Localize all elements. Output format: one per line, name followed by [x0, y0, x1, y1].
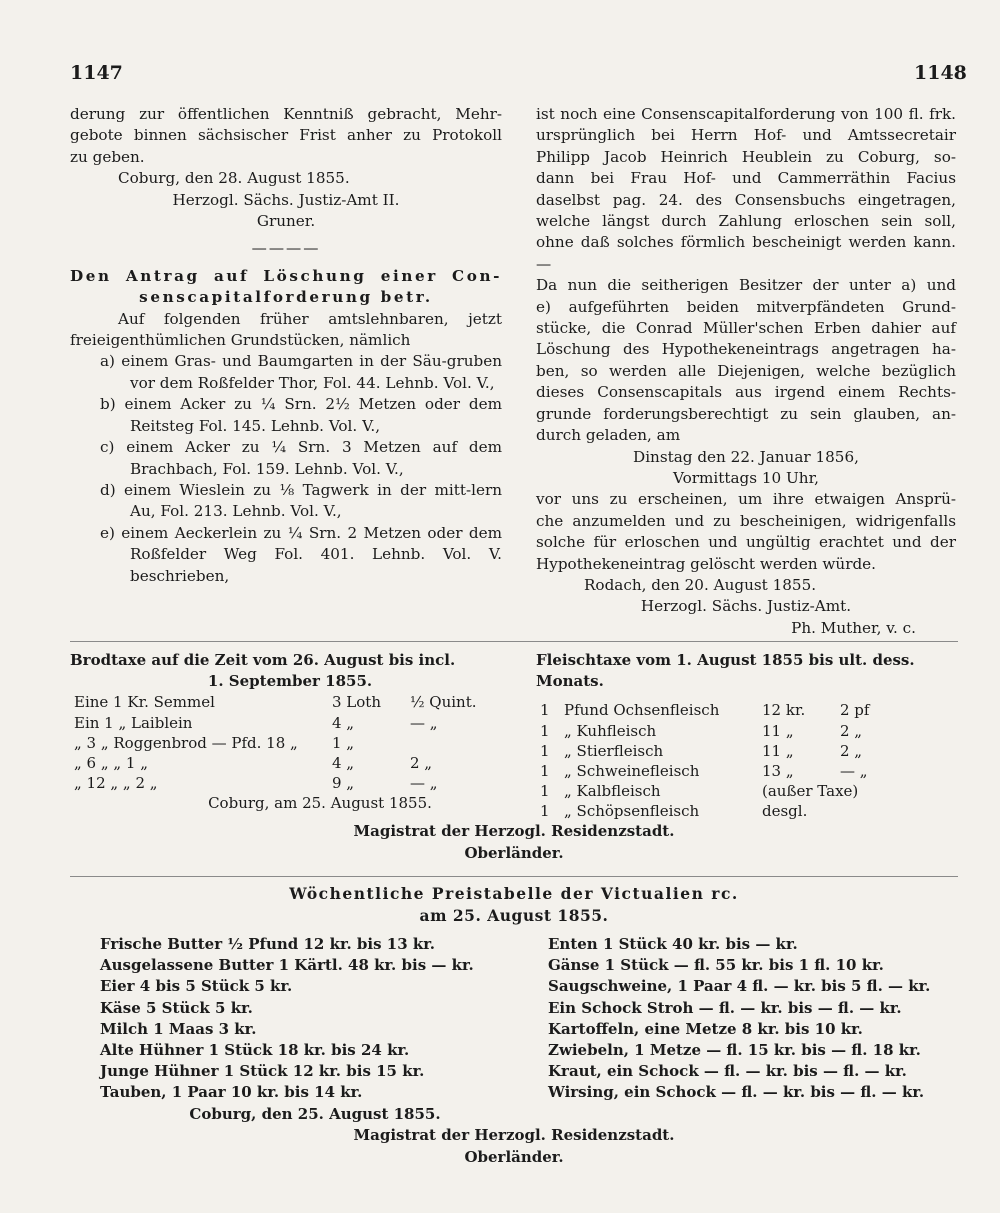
table-cell: [406, 733, 481, 753]
preistabelle-right-list: [548, 934, 958, 1104]
table-cell: „ 3 „ Roggenbrod — Pfd. 18 „: [74, 733, 298, 752]
list-item: c) einem Acker zu ¼ Srn. 3 Metzen auf dem Brachbach, Fol. 159. Lehnb. Vol. V.,: [100, 438, 502, 478]
table-cell: 12 kr.: [762, 701, 806, 720]
table-cell: (außer Taxe): [762, 782, 859, 801]
table-row: [536, 700, 873, 720]
list-item: a) einem Gras- und Baumgarten in der Säu-gruben vor dem Roßfelder Thor, Fol. 44. Lehnb. Vol. V.,: [100, 352, 502, 392]
signer: Oberländer.: [464, 1148, 564, 1166]
signature: Gruner.: [256, 212, 316, 231]
list-item: Saugschweine, 1 Paar 4 fl. — kr. bis 5 fl. — kr.: [548, 977, 931, 996]
table-cell: „ Kalbfleisch: [564, 782, 661, 801]
notice-title: senscapitalforderung betr.: [139, 288, 433, 307]
body-line: stücke, die Conrad Müller'schen Erben dahier auf: [536, 319, 956, 338]
intro-line: derung zur öffentlichen Kenntniß gebracht, Mehr-: [70, 105, 502, 123]
list-item: Ausgelassene Butter 1 Kärtl. 48 kr. bis — kr.: [100, 956, 474, 975]
section-divider: [70, 876, 958, 877]
list-item: e) einem Aeckerlein zu ¼ Srn. 2 Metzen oder dem Roßfelder Weg Fol. 401. Lehnb. Vol. V. beschrieben,: [100, 523, 502, 585]
table-row: [70, 753, 481, 773]
body-line: welche längst durch Zahlung erloschen sein soll,: [536, 212, 956, 231]
list-item: Wirsing, ein Schock — fl. — kr. bis — fl. — kr.: [548, 1083, 925, 1102]
table-cell: 1: [540, 741, 550, 760]
table-cell: „ Stierfleisch: [564, 741, 664, 760]
table-cell: 1: [540, 762, 550, 781]
table-cell: 11 „: [762, 741, 794, 760]
place-date: Rodach, den 20. August 1855.: [584, 575, 817, 594]
list-item: Tauben, 1 Paar 10 kr. bis 14 kr.: [100, 1083, 363, 1102]
body-line: che anzumelden und zu bescheinigen, widrigenfalls: [536, 511, 956, 530]
page-number-left: 1147: [70, 62, 123, 84]
body-line: dieses Consenscapitals aus irgend einem Rechts-: [536, 383, 956, 402]
table-cell: 1: [540, 721, 550, 740]
body-line: Löschung des Hypothekeneintrags angetragen ha-: [536, 340, 956, 359]
brodtaxe-block: [70, 650, 510, 815]
fleischtaxe-table: [536, 700, 873, 821]
table-cell: desgl.: [762, 802, 808, 821]
right-column: [536, 104, 956, 639]
intro-line: zu geben.: [70, 147, 145, 166]
table-cell: 2 „: [840, 721, 863, 740]
body-line: Da nun die seitherigen Besitzer der unter a) und: [536, 276, 956, 295]
authority-line: Herzogl. Sächs. Justiz-Amt.: [640, 597, 852, 616]
table-cell: ½ Quint.: [410, 693, 477, 712]
magistrat-line: Magistrat der Herzogl. Residenzstadt.: [353, 1126, 675, 1144]
table-row: [70, 713, 481, 733]
list-item: Ein Schock Stroh — fl. — kr. bis — fl. — kr.: [548, 998, 902, 1017]
table-cell: „ 6 „ „ 1 „: [74, 754, 149, 773]
brodtaxe-title: 1. September 1855.: [207, 672, 373, 691]
table-cell: 4 „: [332, 713, 355, 732]
date-line: Coburg, den 25. August 1855.: [189, 1104, 441, 1123]
list-item: Kraut, ein Schock — fl. — kr. bis — fl. — kr.: [548, 1062, 907, 1081]
table-cell: — „: [840, 762, 868, 781]
hearing-date: Dinstag den 22. Januar 1856,: [633, 447, 859, 466]
notice-body: Auf folgenden früher amtslehnbaren, jetzt: [118, 309, 502, 328]
list-item: Enten 1 Stück 40 kr. bis — kr.: [548, 935, 798, 953]
table-cell: 2 pf: [840, 701, 870, 720]
date-line: Coburg, am 25. August 1855.: [208, 794, 432, 813]
list-item: b) einem Acker zu ¼ Srn. 2½ Metzen oder dem Reitsteg Fol. 145. Lehnb. Vol. V.,: [100, 395, 502, 435]
table-cell: 1: [540, 802, 550, 821]
list-item: Eier 4 bis 5 Stück 5 kr.: [100, 977, 293, 996]
table-cell: „ Schöpsenfleisch: [564, 802, 700, 821]
table-cell: „ Schweinefleisch: [564, 762, 700, 781]
brodtaxe-title: Brodtaxe auf die Zeit vom 26. August bis incl.: [70, 651, 456, 669]
list-item: Frische Butter ½ Pfund 12 kr. bis 13 kr.: [100, 935, 436, 953]
table-row: [70, 733, 481, 753]
authority-line: Herzogl. Sächs. Justiz-Amt II.: [172, 190, 400, 209]
section-divider: [70, 641, 958, 642]
body-line: daselbst pag. 24. des Consensbuchs eingetragen,: [536, 190, 956, 209]
body-line: Hypothekeneintrag gelöscht werden würde.: [536, 554, 876, 573]
table-cell: 3 Loth: [332, 693, 381, 712]
body-line: ist noch eine Consenscapitalforderung von 100 fl. frk.: [536, 105, 956, 123]
table-cell: Ein 1 „ Laiblein: [74, 713, 193, 732]
intro-line: gebote binnen sächsischer Frist anher zu Protokoll: [70, 126, 502, 145]
body-line: ursprünglich bei Herrn Hof- und Amtssecretair: [536, 126, 956, 145]
list-item: Kartoffeln, eine Metze 8 kr. bis 10 kr.: [548, 1019, 863, 1038]
body-line: e) aufgeführten beiden mitverpfändeten Grund-: [536, 297, 956, 316]
magistrat-line: Magistrat der Herzogl. Residenzstadt.: [353, 822, 675, 840]
separator-dash: ————: [251, 239, 321, 258]
body-line: durch geladen, am: [536, 426, 681, 445]
table-row: [70, 773, 481, 793]
table-cell: 11 „: [762, 721, 794, 740]
table-row: [536, 761, 873, 781]
brodtaxe-table: [70, 692, 481, 793]
table-cell: Eine 1 Kr. Semmel: [74, 693, 215, 712]
table-cell: 1 „: [332, 733, 355, 752]
table-cell: 2 „: [410, 754, 433, 773]
table-cell: — „: [410, 774, 438, 793]
body-line: ben, so werden alle Diejenigen, welche bezüglich: [536, 361, 956, 380]
list-item: Zwiebeln, 1 Metze — fl. 15 kr. bis — fl. 18 kr.: [548, 1041, 921, 1060]
list-item: Junge Hühner 1 Stück 12 kr. bis 15 kr.: [100, 1062, 425, 1081]
table-cell: — „: [410, 713, 438, 732]
list-item: Gänse 1 Stück — fl. 55 kr. bis 1 fl. 10 kr.: [548, 956, 884, 975]
fleischtaxe-title: Fleischtaxe vom 1. August 1855 bis ult. dess. Monats.: [536, 651, 915, 691]
signature: Ph. Muther, v. c.: [791, 618, 916, 637]
hearing-time: Vormittags 10 Uhr,: [673, 468, 819, 487]
list-item: Alte Hühner 1 Stück 18 kr. bis 24 kr.: [100, 1041, 410, 1060]
table-cell: 1: [540, 701, 550, 720]
date-line: Coburg, den 28. August 1855.: [118, 169, 350, 188]
body-line: Philipp Jacob Heinrich Heublein zu Coburg, so-: [536, 147, 956, 166]
notice-title: Den Antrag auf Löschung einer Con-: [70, 266, 502, 285]
body-line: grunde forderungsberechtigt zu sein glauben, an-: [536, 404, 956, 423]
preistabelle-date: am 25. August 1855.: [419, 906, 609, 925]
table-cell: 9 „: [332, 774, 355, 793]
body-line: ohne daß solches förmlich bescheinigt werden kann.—: [536, 233, 956, 273]
table-cell: 4 „: [332, 754, 355, 773]
table-cell: 2 „: [840, 741, 863, 760]
table-cell: 13 „: [762, 762, 794, 781]
table-cell: „ Kuhfleisch: [564, 721, 657, 740]
body-line: vor uns zu erscheinen, um ihre etwaigen Ansprü-: [536, 490, 956, 509]
notice-body: freieigenthümlichen Grundstücken, nämlich: [70, 331, 411, 350]
list-item: Käse 5 Stück 5 kr.: [100, 998, 253, 1017]
table-cell: Pfund Ochsenfleisch: [564, 701, 720, 720]
table-cell: „ 12 „ „ 2 „: [74, 774, 158, 793]
page-number-right: 1148: [914, 62, 967, 84]
left-column: [70, 104, 502, 587]
table-row: [70, 692, 481, 712]
signer: Oberländer.: [464, 844, 564, 862]
preistabelle-left-list: [100, 934, 530, 1125]
list-item: Milch 1 Maas 3 kr.: [100, 1019, 257, 1038]
body-line: dann bei Frau Hof- und Cammerräthin Facius: [536, 169, 956, 188]
preistabelle-title: Wöchentliche Preistabelle der Victualien rc.: [289, 884, 739, 903]
table-row: [536, 781, 873, 801]
list-item: d) einem Wieslein zu ⅛ Tagwerk in der mitt-lern Au, Fol. 213. Lehnb. Vol. V.,: [100, 480, 502, 521]
table-cell: 1: [540, 782, 550, 801]
body-line: solche für erloschen und ungültig erachtet und der: [536, 533, 956, 552]
table-row: [536, 721, 873, 741]
fleischtaxe-block: [536, 650, 958, 822]
table-row: [536, 801, 873, 821]
table-row: [536, 741, 873, 761]
